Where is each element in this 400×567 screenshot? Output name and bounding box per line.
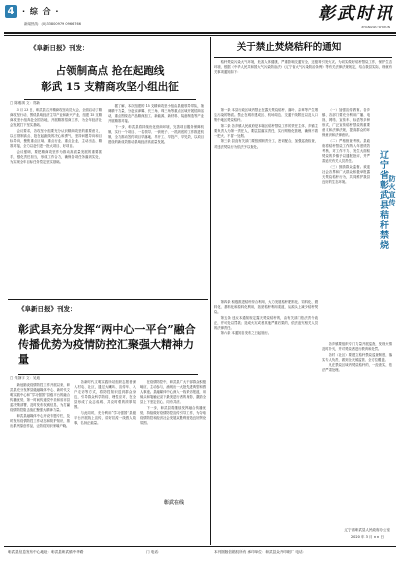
paragraph: 秸秆焚烧污染大气环境，危害人体健康，严重影响交通安全，还极易引发火灾。为切实做好秸秆禁烧工作，保护生态环境，根据《中华人民共和国大气污染防治法》《辽宁省大气污染防治条例》等有关法律法规规定，结合我县实际，现就有关事项通知如下：: [214, 60, 392, 75]
notice-intro: [214, 60, 392, 106]
paragraph: 彰武县融媒体中心开设专题专栏，及时发布疫情防控工作动态和防护知识，推出系列原创作品，让防疫知识家喻户晓。: [10, 413, 70, 428]
paragraph: 下一步，彰武县将持续优化营商环境，完善项目服务保障机制，实行一个项目、一名领导、一套班子、一抓到底的工作推进机制，全力推动签约项目早落地、早开工、早投产、早见效，以项目建设的新成效推动县域经济高质量发展。: [108, 124, 204, 144]
paragraph: 会议要求，各攻坚小组要充分认识精商攻坚的重要意义，以占领制高点、抢在起跑线的决心和勇气，坚持问题导向和目标导向，聚焦重点区域、重点行业、重点企业，主动出击、精准对接，全力以赴引进一批大项目、好项目。: [10, 128, 102, 148]
article-2-headline: 彰武县充分发挥“两中心一平台”融合传播优势为疫情防控汇聚强大精神力量: [18, 323, 196, 366]
footer-address: 彰武县信息发布中心地址：彰武县彰武镇中华路: [8, 550, 84, 554]
masthead: 彰武时讯: [318, 4, 394, 24]
article-1-column-2: [108, 104, 204, 296]
watermark-stamp: 彰武在线: [164, 500, 185, 506]
paragraph: （三）鼓励群众监督。欢迎社会各界和广大群众积极举报露天焚烧秸秆行为，共同维护我县良好的生态环境。: [322, 164, 370, 184]
paragraph: 会议强调，要把精商攻坚作为推动高质量发展的重要抓手，强化责任担当，形成工作合力，确保各项任务落到实处，为实现全年目标任务奠定坚实基础。: [10, 149, 102, 164]
article-2-byline: □ 朱静宇 文：吴迪: [10, 376, 41, 380]
paragraph: （二）严格督查考核。县政府将秸秆禁烧工作纳入年度绩效考核，对工作不力、发生大面积焚烧的乡镇予以通报批评，并严肃追究有关人员责任。: [322, 138, 370, 164]
paragraph: 第六条 本通知自发布之日起施行。: [220, 331, 272, 336]
side-banner-sub: 防火宣传: [388, 175, 397, 207]
section-divider: [8, 299, 208, 300]
notice-column-1b: [214, 300, 318, 543]
news-hotline: 新闻热线：(0)33800979 0966766: [24, 22, 81, 26]
paragraph: 各新时代文明实践所站组织志愿者深入村屯、社区，通过大喇叭、宣传车、入户走访等方式，将防控知识送到群众身边，引导群众科学防疫、理性应对，在全县形成了众志成城、共克时艰的浓厚氛围。: [74, 380, 136, 410]
notice-issuer: 辽宁省彰武县人民政府办公室: [344, 528, 390, 532]
article-2-kicker: 《阜新日报》刊发：: [18, 305, 77, 313]
paragraph: 第五条 违反本通知规定露天焚烧秸秆的，由有关部门依法责令改正，并可处以罚款；造成火灾或者其他严重后果的，依法追究相关人员的法律责任。: [214, 315, 318, 330]
article-1-column-1: [10, 108, 102, 296]
paragraph: 在疫情防控中，彰武县广大干部群众积极响应，主动参与，涌现出一大批先进典型和感人事迹。县融媒体中心深入一线采访报道，用镜头和笔触记录下最美逆行者的身影，激励全县上下坚定信心、同舟共济。: [140, 380, 206, 405]
notice-column-2: [322, 108, 370, 338]
paragraph: 凡在禁烧区域内焚烧秸秆的，一经查实，依法严肃处理。: [322, 363, 392, 373]
paragraph: （一）加强宣传教育。各乡镇、各部门要充分利用广播、电视、网络、宣传车、标语等多种形式，广泛宣传秸秆禁烧的重要意义和法律法规，提高群众的环保意识和法律意识。: [322, 108, 370, 138]
paragraph: 第二条 各乡镇人民政府是本辖区秸秆禁烧工作的责任主体，乡镇主要负责人为第一责任人，要层层落实责任，实行网格化管理，确保不着一把火、不冒一处烟。: [214, 123, 318, 138]
article-2-column-3: [140, 380, 206, 543]
article-2-column-2: [74, 380, 136, 543]
article-1-headline-line-1: 占领制高点 抢在起跑线: [55, 65, 165, 77]
notice-column-1: [214, 108, 318, 296]
notice-issue-date: 2020 年 3 月 ×× 日: [350, 535, 384, 539]
article-1-kicker: 《阜新日报》刊发：: [30, 44, 89, 52]
notice-title: 关于禁止焚烧秸秆的通知: [236, 42, 342, 53]
side-banner-main: 辽宁省彰武县秸秆禁烧: [378, 150, 388, 250]
section-label: · 综 合 ·: [22, 7, 60, 16]
paragraph: 第一条 本县行政区域内禁止在露天焚烧秸秆、落叶、杂草等产生烟尘污染的物质。禁止在城市建成区、机场周边、交通干线附近以及人口集中地区焚烧秸秆。: [214, 108, 318, 123]
article-2-headline-rule: [18, 374, 198, 375]
paragraph: 3 月 23 日，彰武县召开精商攻坚动员大会，全面启动了精商攻坚行动，围绕县域经济主导产业和新兴产业，组建 15 支精商攻坚小组奔赴全国各地，开展精准招商工作，为全年经济社会发展打下坚实基础。: [10, 108, 102, 128]
paragraph: 各乡镇要组织专门力量开展巡查，发现火情及时扑灭，并对焚烧者进行教育和处罚。: [322, 342, 392, 352]
paragraph: 第四条 积极推进秸秆综合利用，大力发展秸秆肥料化、饲料化、燃料化、基料化和原料化利用，拓宽秸秆利用渠道，从源头上减少秸秆焚烧。: [214, 300, 318, 315]
article-1-headline-rule: [24, 99, 196, 100]
footer-phone: 门 电话：: [146, 550, 162, 554]
article-1-byline: □ 陈雅琪 文：郑新: [10, 101, 41, 105]
paragraph: 据了解，本次组建的 15 支精商攻坚小组由县级领导带队，抽调精干力量，分赴京津冀、长三角、珠三角等重点区域开展招商活动，重点围绕农产品精深加工、新能源、新材料、装备制造等产业开展精准对接。: [108, 104, 204, 124]
paragraph: 下一步，彰武县将继续发挥融合传播优势，持续做好疫情防控宣传引导工作，为夺取疫情防控和经济社会发展双胜利营造良好舆论氛围。: [140, 405, 206, 425]
header-rule-thin: [4, 35, 396, 36]
footer-publisher: 本刊图版信箱权所有 承印单位：彰武县众升印刷厂 电话：: [214, 550, 307, 554]
paragraph: 新冠肺炎疫情防控工作开展以来，彰武县充分发挥县级融媒体中心、新时代文明实践中心和“学习强国”县级平台的融合传播优势，第一时间传递党中央和省市县委决策部署，及时发布权威信息，为打赢疫情防控阻击战汇聚强大精神力量。: [10, 383, 70, 413]
paragraph: 第三条 县直有关部门要按照职责分工，密切配合，加强巡查检查，对违法焚烧行为依法予以查处。: [214, 139, 318, 149]
notice-column-2b: [322, 342, 392, 522]
notice-title-rule: [214, 57, 392, 58]
article-1-headline-line-2: 彰武 15 支精商攻坚小组出征: [41, 81, 179, 93]
paragraph: 与此同时，充分利用“学习强国”县级平台开展线上宣传，讲好抗疫一线感人故事，弘扬正能量。: [74, 410, 136, 425]
footer-rule: [4, 546, 396, 547]
article-2-column-1: [10, 383, 70, 543]
page-number: 4: [5, 5, 17, 18]
paragraph: 各村（社区）要建立秸秆禁烧巡查制度，落实专人负责，做到全天候监管、全方位覆盖。: [322, 352, 392, 362]
column-divider: [210, 37, 211, 545]
header-rule: [4, 32, 396, 34]
masthead-english: ZHANGWU SHIXUN: [361, 25, 390, 29]
